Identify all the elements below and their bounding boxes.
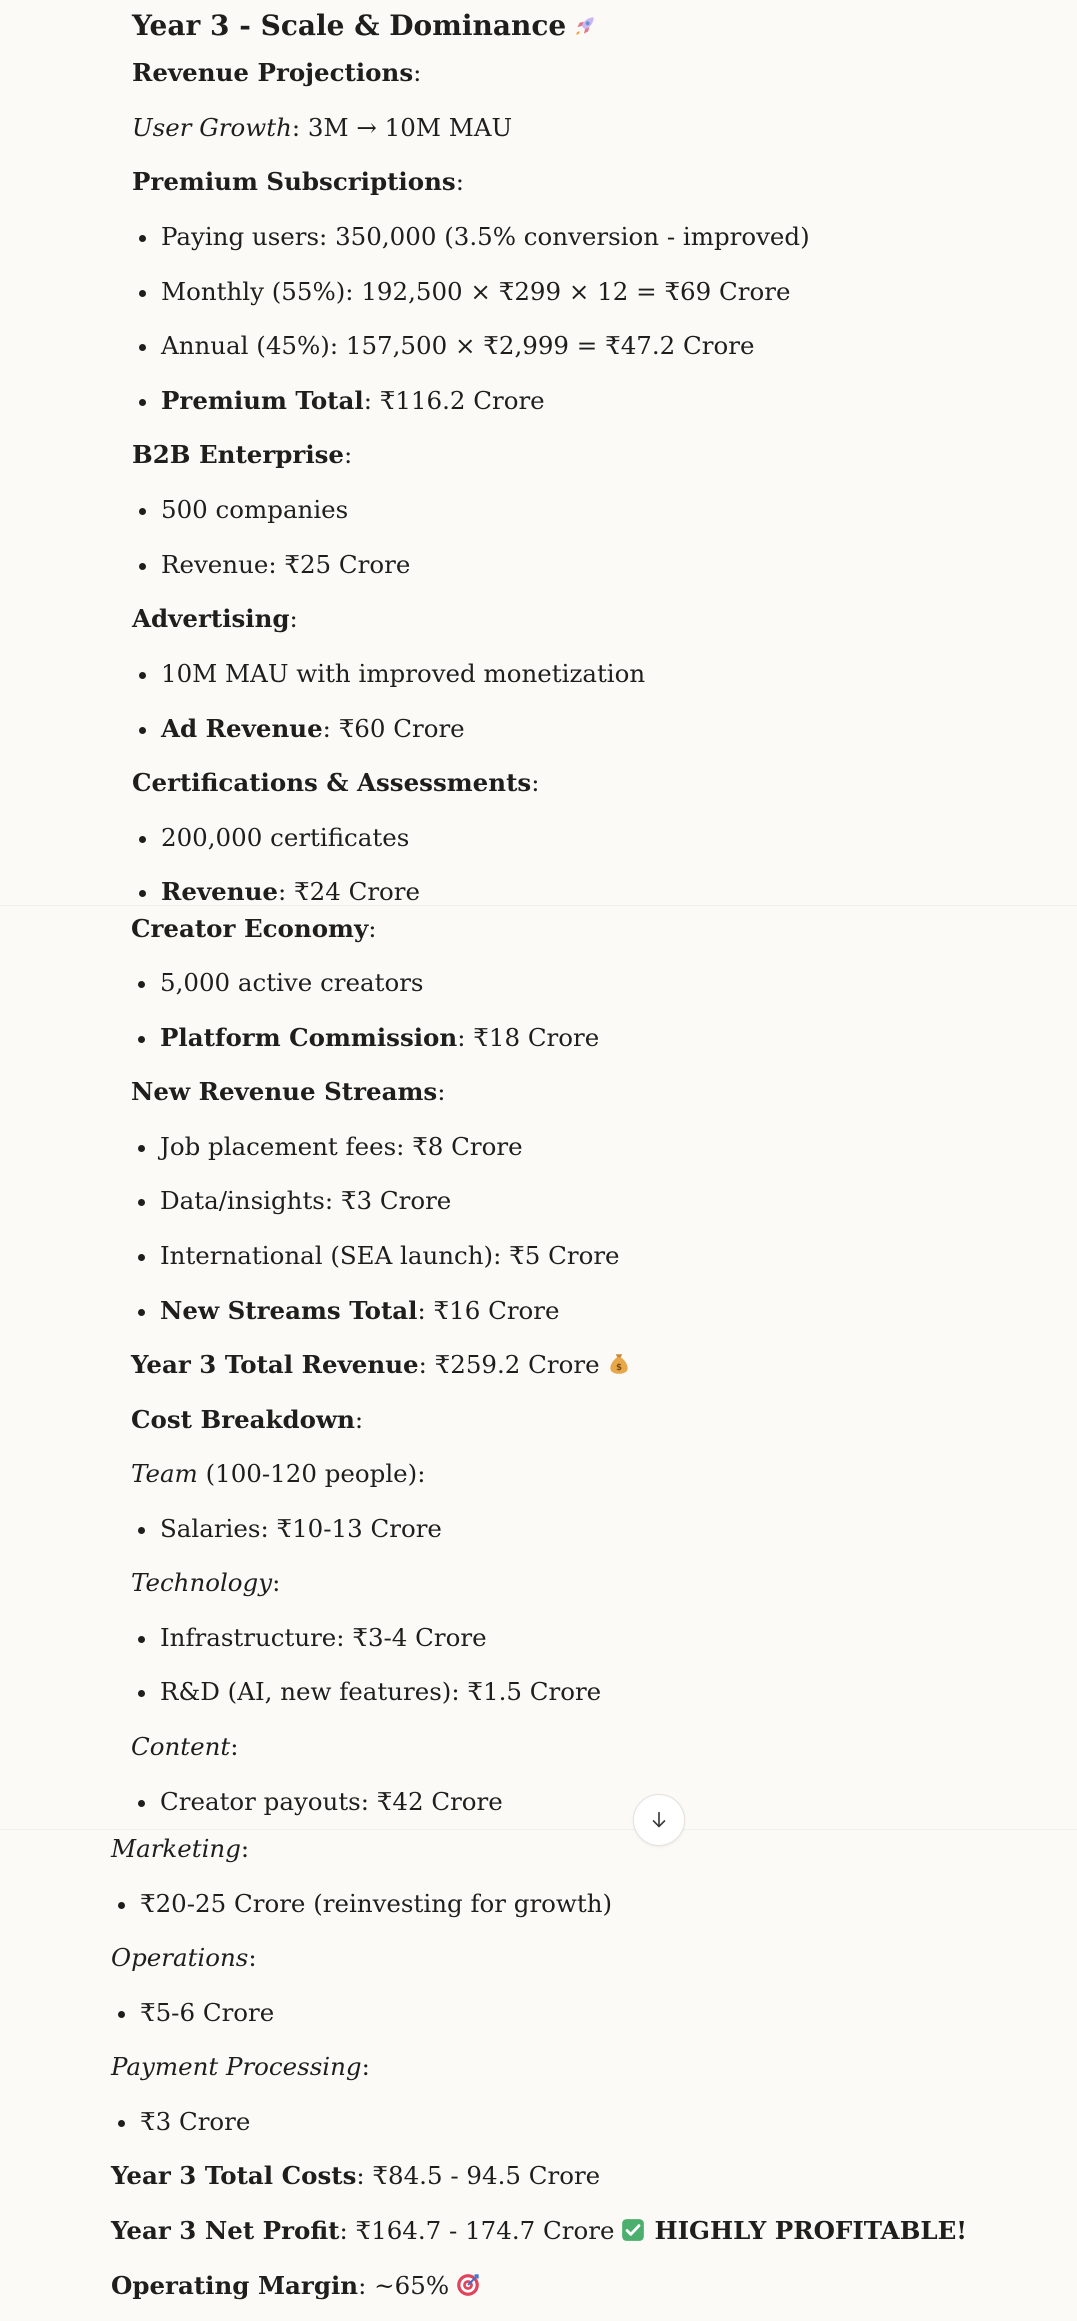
b2b-enterprise-label: B2B Enterprise: — [132, 440, 353, 469]
list-item: International (SEA launch): ₹5 Crore — [131, 1240, 620, 1272]
year3-total-revenue: Year 3 Total Revenue: ₹259.2 Crore $ — [131, 1349, 632, 1381]
list-item: Infrastructure: ₹3-4 Crore — [131, 1622, 487, 1654]
list-item: Job placement fees: ₹8 Crore — [131, 1131, 523, 1163]
cert-revenue: Revenue: ₹24 Crore — [132, 876, 420, 905]
cost-breakdown-label: Cost Breakdown: — [131, 1405, 364, 1434]
content-label: Content: — [131, 1732, 239, 1761]
scroll-to-bottom-button[interactable] — [633, 1794, 685, 1846]
list-item: ₹20-25 Crore (reinvesting for growth) — [111, 1888, 612, 1920]
list-item: 10M MAU with improved monetization — [132, 658, 645, 690]
list-item: Annual (45%): 157,500 × ₹2,999 = ₹47.2 Crore — [132, 330, 754, 362]
premium-total: Premium Total: ₹116.2 Crore — [132, 385, 545, 417]
operations-label: Operations: — [111, 1943, 257, 1972]
arrow-down-icon — [648, 1809, 670, 1831]
rocket-icon — [572, 13, 598, 39]
response-panel-bottom — [0, 1829, 1077, 2321]
operating-margin: Operating Margin: ~65% — [111, 2270, 481, 2302]
svg-text:$: $ — [615, 1362, 622, 1373]
list-item: Salaries: ₹10-13 Crore — [131, 1513, 442, 1545]
list-item: 500 companies — [132, 494, 348, 526]
technology-label: Technology: — [131, 1568, 281, 1597]
list-item: 200,000 certificates — [132, 822, 409, 854]
list-item: ₹5-6 Crore — [111, 1997, 274, 2029]
list-item: Creator payouts: ₹42 Crore — [131, 1786, 503, 1818]
marketing-label: Marketing: — [111, 1834, 250, 1863]
year3-total-costs: Year 3 Total Costs: ₹84.5 - 94.5 Crore — [111, 2161, 601, 2190]
advertising-label: Advertising: — [132, 604, 298, 633]
list-item: 5,000 active creators — [131, 967, 423, 999]
list-item: Data/insights: ₹3 Crore — [131, 1185, 451, 1217]
year3-net-profit: Year 3 Net Profit: ₹164.7 - 174.7 Crore HIGHLY PROFITABLE! — [111, 2216, 968, 2245]
list-item: Monthly (55%): 192,500 × ₹299 × 12 = ₹69 Crore — [132, 276, 790, 308]
ad-revenue: Ad Revenue: ₹60 Crore — [132, 713, 465, 745]
revenue-projections-label: Revenue Projections: — [132, 58, 422, 87]
certifications-label: Certifications & Assessments: — [132, 768, 540, 797]
response-panel-top — [0, 0, 1077, 905]
money-bag-icon — [606, 1351, 632, 1377]
new-revenue-streams-label: New Revenue Streams: — [131, 1077, 446, 1106]
platform-commission: Platform Commission: ₹18 Crore — [131, 1022, 599, 1054]
team-label: Team (100-120 people): — [131, 1459, 426, 1488]
list-item: Paying users: 350,000 (3.5% conversion - improved) — [132, 221, 810, 253]
list-item: R&D (AI, new features): ₹1.5 Crore — [131, 1676, 601, 1708]
check-mark-icon — [620, 2217, 646, 2243]
list-item: Revenue: ₹25 Crore — [132, 549, 410, 581]
target-icon — [455, 2272, 481, 2298]
creator-economy-label: Creator Economy: — [131, 914, 377, 943]
list-item: ₹3 Crore — [111, 2106, 250, 2138]
section-heading: Year 3 - Scale & Dominance — [132, 8, 598, 44]
payment-processing-label: Payment Processing: — [111, 2052, 370, 2081]
user-growth: User Growth: 3M → 10M MAU — [132, 113, 513, 142]
response-panel-middle — [0, 905, 1077, 1829]
premium-subscriptions-label: Premium Subscriptions: — [132, 167, 464, 196]
new-streams-total: New Streams Total: ₹16 Crore — [131, 1295, 560, 1327]
